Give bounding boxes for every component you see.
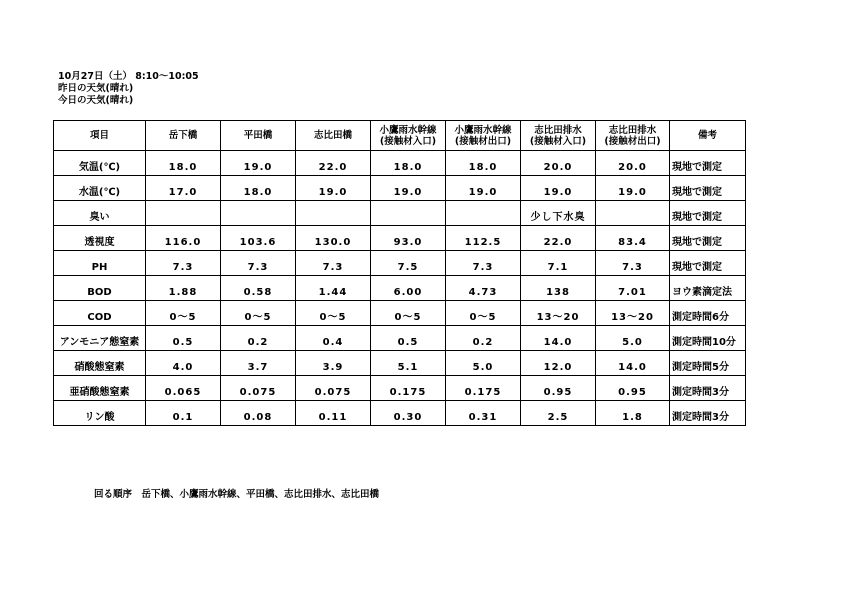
- value-cell: 0.175: [446, 376, 521, 401]
- value-cell: 18.0: [221, 176, 296, 201]
- value-cell: 14.0: [596, 351, 670, 376]
- value-cell: 0～5: [221, 301, 296, 326]
- value-cell: 0.1: [146, 401, 221, 426]
- value-cell: 7.3: [221, 251, 296, 276]
- row-label: 硝酸態窒素: [54, 351, 146, 376]
- row-label: 亜硝酸態窒素: [54, 376, 146, 401]
- value-cell: 0～5: [446, 301, 521, 326]
- value-cell: 5.0: [596, 326, 670, 351]
- value-cell: [371, 201, 446, 226]
- column-header-site: 小鷹雨水幹線 (接触材出口): [446, 121, 521, 151]
- value-cell: 7.1: [521, 251, 596, 276]
- value-cell: 19.0: [221, 151, 296, 176]
- value-cell: 130.0: [296, 226, 371, 251]
- value-cell: 20.0: [596, 151, 670, 176]
- column-header-item: 項目: [54, 121, 146, 151]
- value-cell: 0.2: [221, 326, 296, 351]
- table-row: [54, 176, 746, 201]
- value-cell: 22.0: [296, 151, 371, 176]
- value-cell: 7.3: [596, 251, 670, 276]
- value-cell: [146, 201, 221, 226]
- row-label: リン酸: [54, 401, 146, 426]
- value-cell: 7.3: [446, 251, 521, 276]
- value-cell: 112.5: [446, 226, 521, 251]
- value-cell: 0.4: [296, 326, 371, 351]
- table-row: [54, 401, 746, 426]
- value-cell: 0.175: [371, 376, 446, 401]
- value-cell: 138: [521, 276, 596, 301]
- value-cell: 18.0: [446, 151, 521, 176]
- water-quality-table: [53, 120, 746, 426]
- value-cell: 19.0: [371, 176, 446, 201]
- column-header-site: 小鷹雨水幹線 (接触材入口): [371, 121, 446, 151]
- value-cell: 0.2: [446, 326, 521, 351]
- route-order: 回る順序 岳下橋、小鷹雨水幹線、平田橋、志比田排水、志比田橋: [94, 489, 380, 500]
- value-cell: 12.0: [521, 351, 596, 376]
- column-header-site: 志比田排水 (接触材入口): [521, 121, 596, 151]
- value-cell: 0.95: [596, 376, 670, 401]
- value-cell: 19.0: [446, 176, 521, 201]
- value-cell: 18.0: [146, 151, 221, 176]
- row-label: アンモニア態窒素: [54, 326, 146, 351]
- value-cell: 22.0: [521, 226, 596, 251]
- value-cell: 7.3: [296, 251, 371, 276]
- value-cell: 17.0: [146, 176, 221, 201]
- table-header-row: [54, 121, 746, 151]
- value-cell: 13～20: [521, 301, 596, 326]
- remarks-cell: 現地で測定: [670, 226, 746, 251]
- column-header-remarks: 備考: [670, 121, 746, 151]
- value-cell: 83.4: [596, 226, 670, 251]
- row-label: 水温(℃): [54, 176, 146, 201]
- value-cell: [446, 201, 521, 226]
- value-cell: 1.88: [146, 276, 221, 301]
- value-cell: [596, 201, 670, 226]
- value-cell: 0.30: [371, 401, 446, 426]
- row-label: 透視度: [54, 226, 146, 251]
- column-header-site: 岳下橋: [146, 121, 221, 151]
- column-header-site: 志比田排水 (接触材出口): [596, 121, 670, 151]
- value-cell: 103.6: [221, 226, 296, 251]
- value-cell: 7.01: [596, 276, 670, 301]
- value-cell: 13～20: [596, 301, 670, 326]
- value-cell: 19.0: [521, 176, 596, 201]
- value-cell: 0.11: [296, 401, 371, 426]
- value-cell: 0～5: [146, 301, 221, 326]
- value-cell: 少し下水臭: [521, 201, 596, 226]
- value-cell: 6.00: [371, 276, 446, 301]
- value-cell: 0.58: [221, 276, 296, 301]
- value-cell: 7.3: [146, 251, 221, 276]
- row-label: PH: [54, 251, 146, 276]
- value-cell: 1.44: [296, 276, 371, 301]
- weather-yesterday: 昨日の天気(晴れ): [58, 83, 134, 94]
- value-cell: 116.0: [146, 226, 221, 251]
- value-cell: 0.5: [371, 326, 446, 351]
- column-header-site: 平田橋: [221, 121, 296, 151]
- value-cell: 0.95: [521, 376, 596, 401]
- value-cell: 19.0: [596, 176, 670, 201]
- value-cell: 5.1: [371, 351, 446, 376]
- remarks-cell: 測定時間5分: [670, 351, 746, 376]
- value-cell: 3.7: [221, 351, 296, 376]
- report-header: [58, 71, 199, 107]
- value-cell: 14.0: [521, 326, 596, 351]
- value-cell: 0.31: [446, 401, 521, 426]
- table-row: [54, 226, 746, 251]
- value-cell: 0.065: [146, 376, 221, 401]
- row-label: 臭い: [54, 201, 146, 226]
- value-cell: 2.5: [521, 401, 596, 426]
- value-cell: 1.8: [596, 401, 670, 426]
- row-label: BOD: [54, 276, 146, 301]
- table-row: [54, 276, 746, 301]
- value-cell: 0.075: [296, 376, 371, 401]
- remarks-cell: 現地で測定: [670, 201, 746, 226]
- table-row: [54, 251, 746, 276]
- weather-today: 今日の天気(晴れ): [58, 95, 134, 106]
- value-cell: 0.075: [221, 376, 296, 401]
- table-row: [54, 326, 746, 351]
- value-cell: 5.0: [446, 351, 521, 376]
- row-label: COD: [54, 301, 146, 326]
- value-cell: [221, 201, 296, 226]
- value-cell: 3.9: [296, 351, 371, 376]
- table-row: [54, 351, 746, 376]
- value-cell: 0～5: [296, 301, 371, 326]
- column-header-site: 志比田橋: [296, 121, 371, 151]
- table-row: [54, 151, 746, 176]
- value-cell: 0.5: [146, 326, 221, 351]
- survey-datetime: 10月27日（土） 8:10～10:05: [58, 71, 199, 82]
- remarks-cell: ヨウ素滴定法: [670, 276, 746, 301]
- remarks-cell: 現地で測定: [670, 151, 746, 176]
- row-label: 気温(℃): [54, 151, 146, 176]
- table-row: [54, 201, 746, 226]
- remarks-cell: 測定時間3分: [670, 376, 746, 401]
- table-row: [54, 376, 746, 401]
- value-cell: 93.0: [371, 226, 446, 251]
- value-cell: 0.08: [221, 401, 296, 426]
- table-row: [54, 301, 746, 326]
- value-cell: 4.0: [146, 351, 221, 376]
- value-cell: [296, 201, 371, 226]
- remarks-cell: 現地で測定: [670, 176, 746, 201]
- remarks-cell: 測定時間6分: [670, 301, 746, 326]
- value-cell: 0～5: [371, 301, 446, 326]
- value-cell: 20.0: [521, 151, 596, 176]
- value-cell: 19.0: [296, 176, 371, 201]
- remarks-cell: 測定時間3分: [670, 401, 746, 426]
- value-cell: 4.73: [446, 276, 521, 301]
- value-cell: 18.0: [371, 151, 446, 176]
- remarks-cell: 測定時間10分: [670, 326, 746, 351]
- value-cell: 7.5: [371, 251, 446, 276]
- remarks-cell: 現地で測定: [670, 251, 746, 276]
